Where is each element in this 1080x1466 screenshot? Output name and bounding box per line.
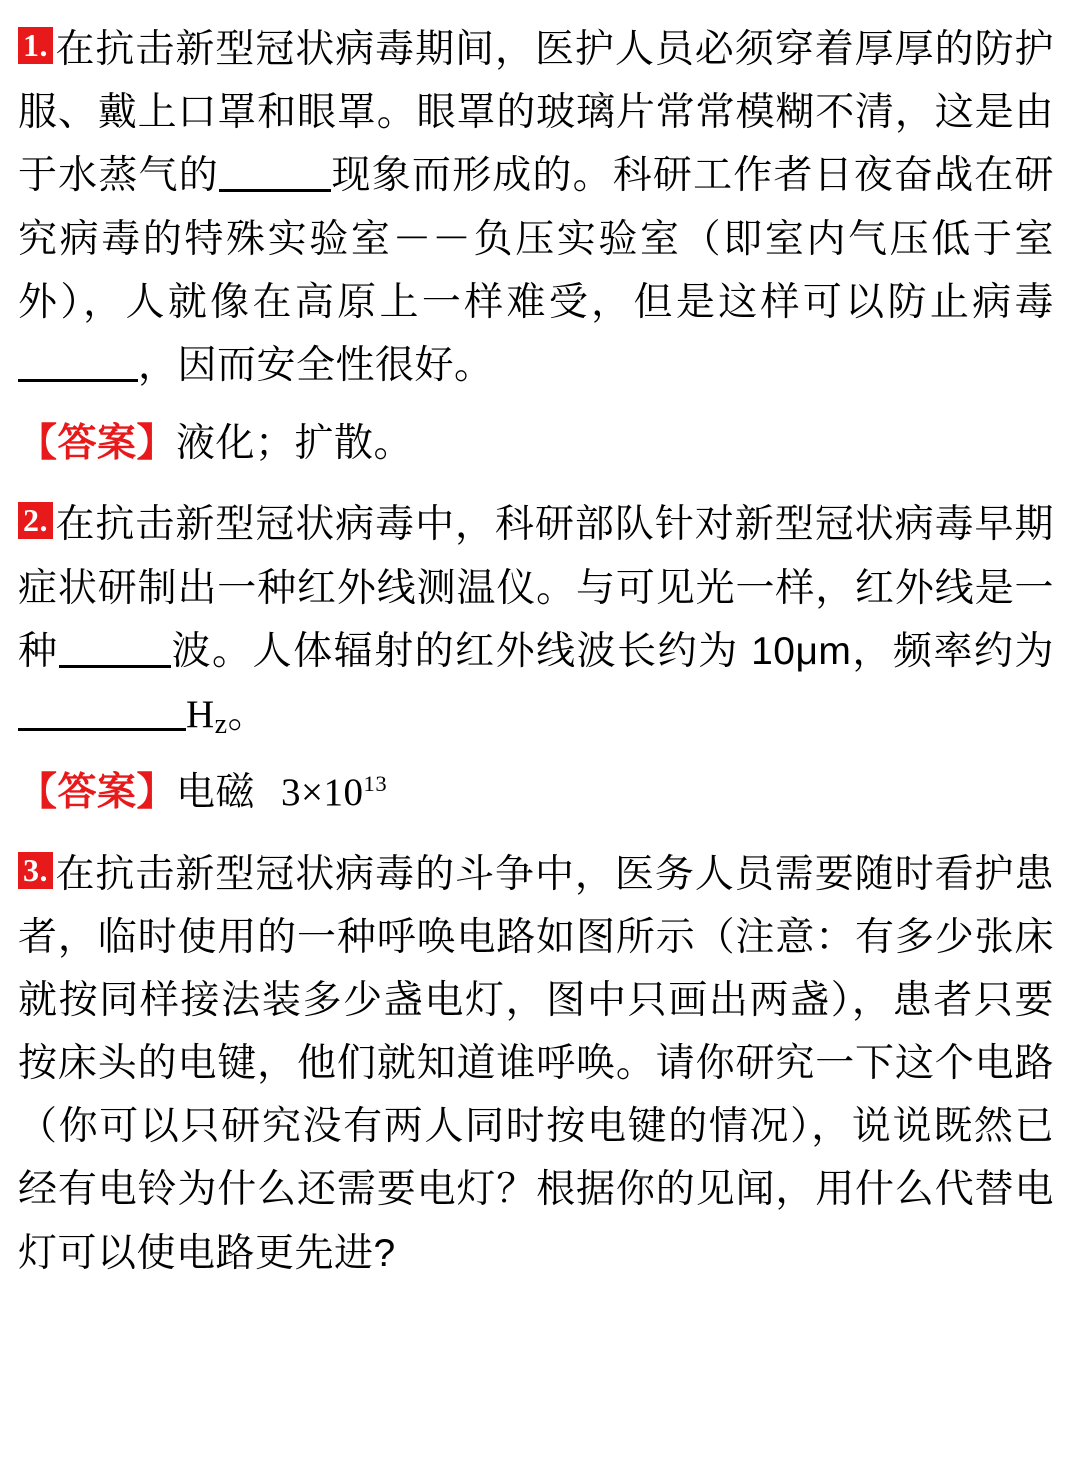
question-3-number: 3. (18, 852, 53, 889)
question-2-number: 2. (18, 502, 53, 539)
answer-blank-2b[interactable] (18, 728, 186, 731)
question-2-text-part-1: 在抗击新型冠状病毒中，科研部队针对新型冠状病毒早期症状研制出一种红外线测温仪。与可见光一样，红外线是一种 (18, 503, 1054, 673)
answer-2-text: 电磁 (176, 771, 256, 815)
question-1-text-part-3: ，因而安全性很好。 (138, 343, 494, 387)
question-1 (18, 18, 1054, 397)
answer-2 (18, 762, 1054, 824)
question-1-body (18, 18, 1054, 397)
question-2-text-part-3: $H_z$。 (186, 692, 268, 741)
question-3-body (18, 843, 1054, 1285)
question-1-text-part-1: 在抗击新型冠状病毒期间，医护人员必须穿着厚厚的防护服、戴上口罩和眼罩。眼罩的玻璃片常常模糊不清，这是由于水蒸气的 (18, 28, 1054, 198)
answer-blank-1a[interactable] (219, 189, 331, 192)
question-3 (18, 843, 1054, 1285)
answer-1 (18, 413, 1054, 475)
question-2-text-part-2: 波。人体辐射的红外线波长约为 10μm，频率约为 (170, 629, 1054, 673)
question-3-text: 在抗击新型冠状病毒的斗争中，医务人员需要随时看护患者，临时使用的一种呼唤电路如图所示（注意：有多少张床就按同样接法装多少盏电灯，图中只画出两盏），患者只要按床头的电键，他们就知道谁呼唤。请你研究一下这个电路（你可以只研究没有两人同时按电键的情况），说说既然已经有电铃为什么还需要电灯？根据你的见闻，用什么代替电灯可以使电路更先进? (18, 852, 1054, 1275)
answer-blank-2a[interactable] (59, 665, 171, 668)
question-1-number: 1. (18, 27, 53, 64)
question-2 (18, 493, 1054, 746)
answer-1-text: 液化；扩散。 (176, 422, 414, 466)
answer-2-exponent: 13 (363, 771, 388, 797)
answer-blank-1b[interactable] (18, 379, 138, 382)
answer-label-2: 【答案】 (18, 771, 177, 815)
answer-2-value: $3\times 10^{13}$ (281, 771, 388, 815)
answer-label-1: 【答案】 (18, 422, 177, 466)
question-1-text-part-2: 现象而形成的。科研工作者日夜奋战在研究病毒的特殊实验室－－负压实验室（即室内气压低于室外），人就像在高原上一样难受，但是这样可以防止病毒 (18, 154, 1054, 324)
question-2-body (18, 493, 1054, 746)
